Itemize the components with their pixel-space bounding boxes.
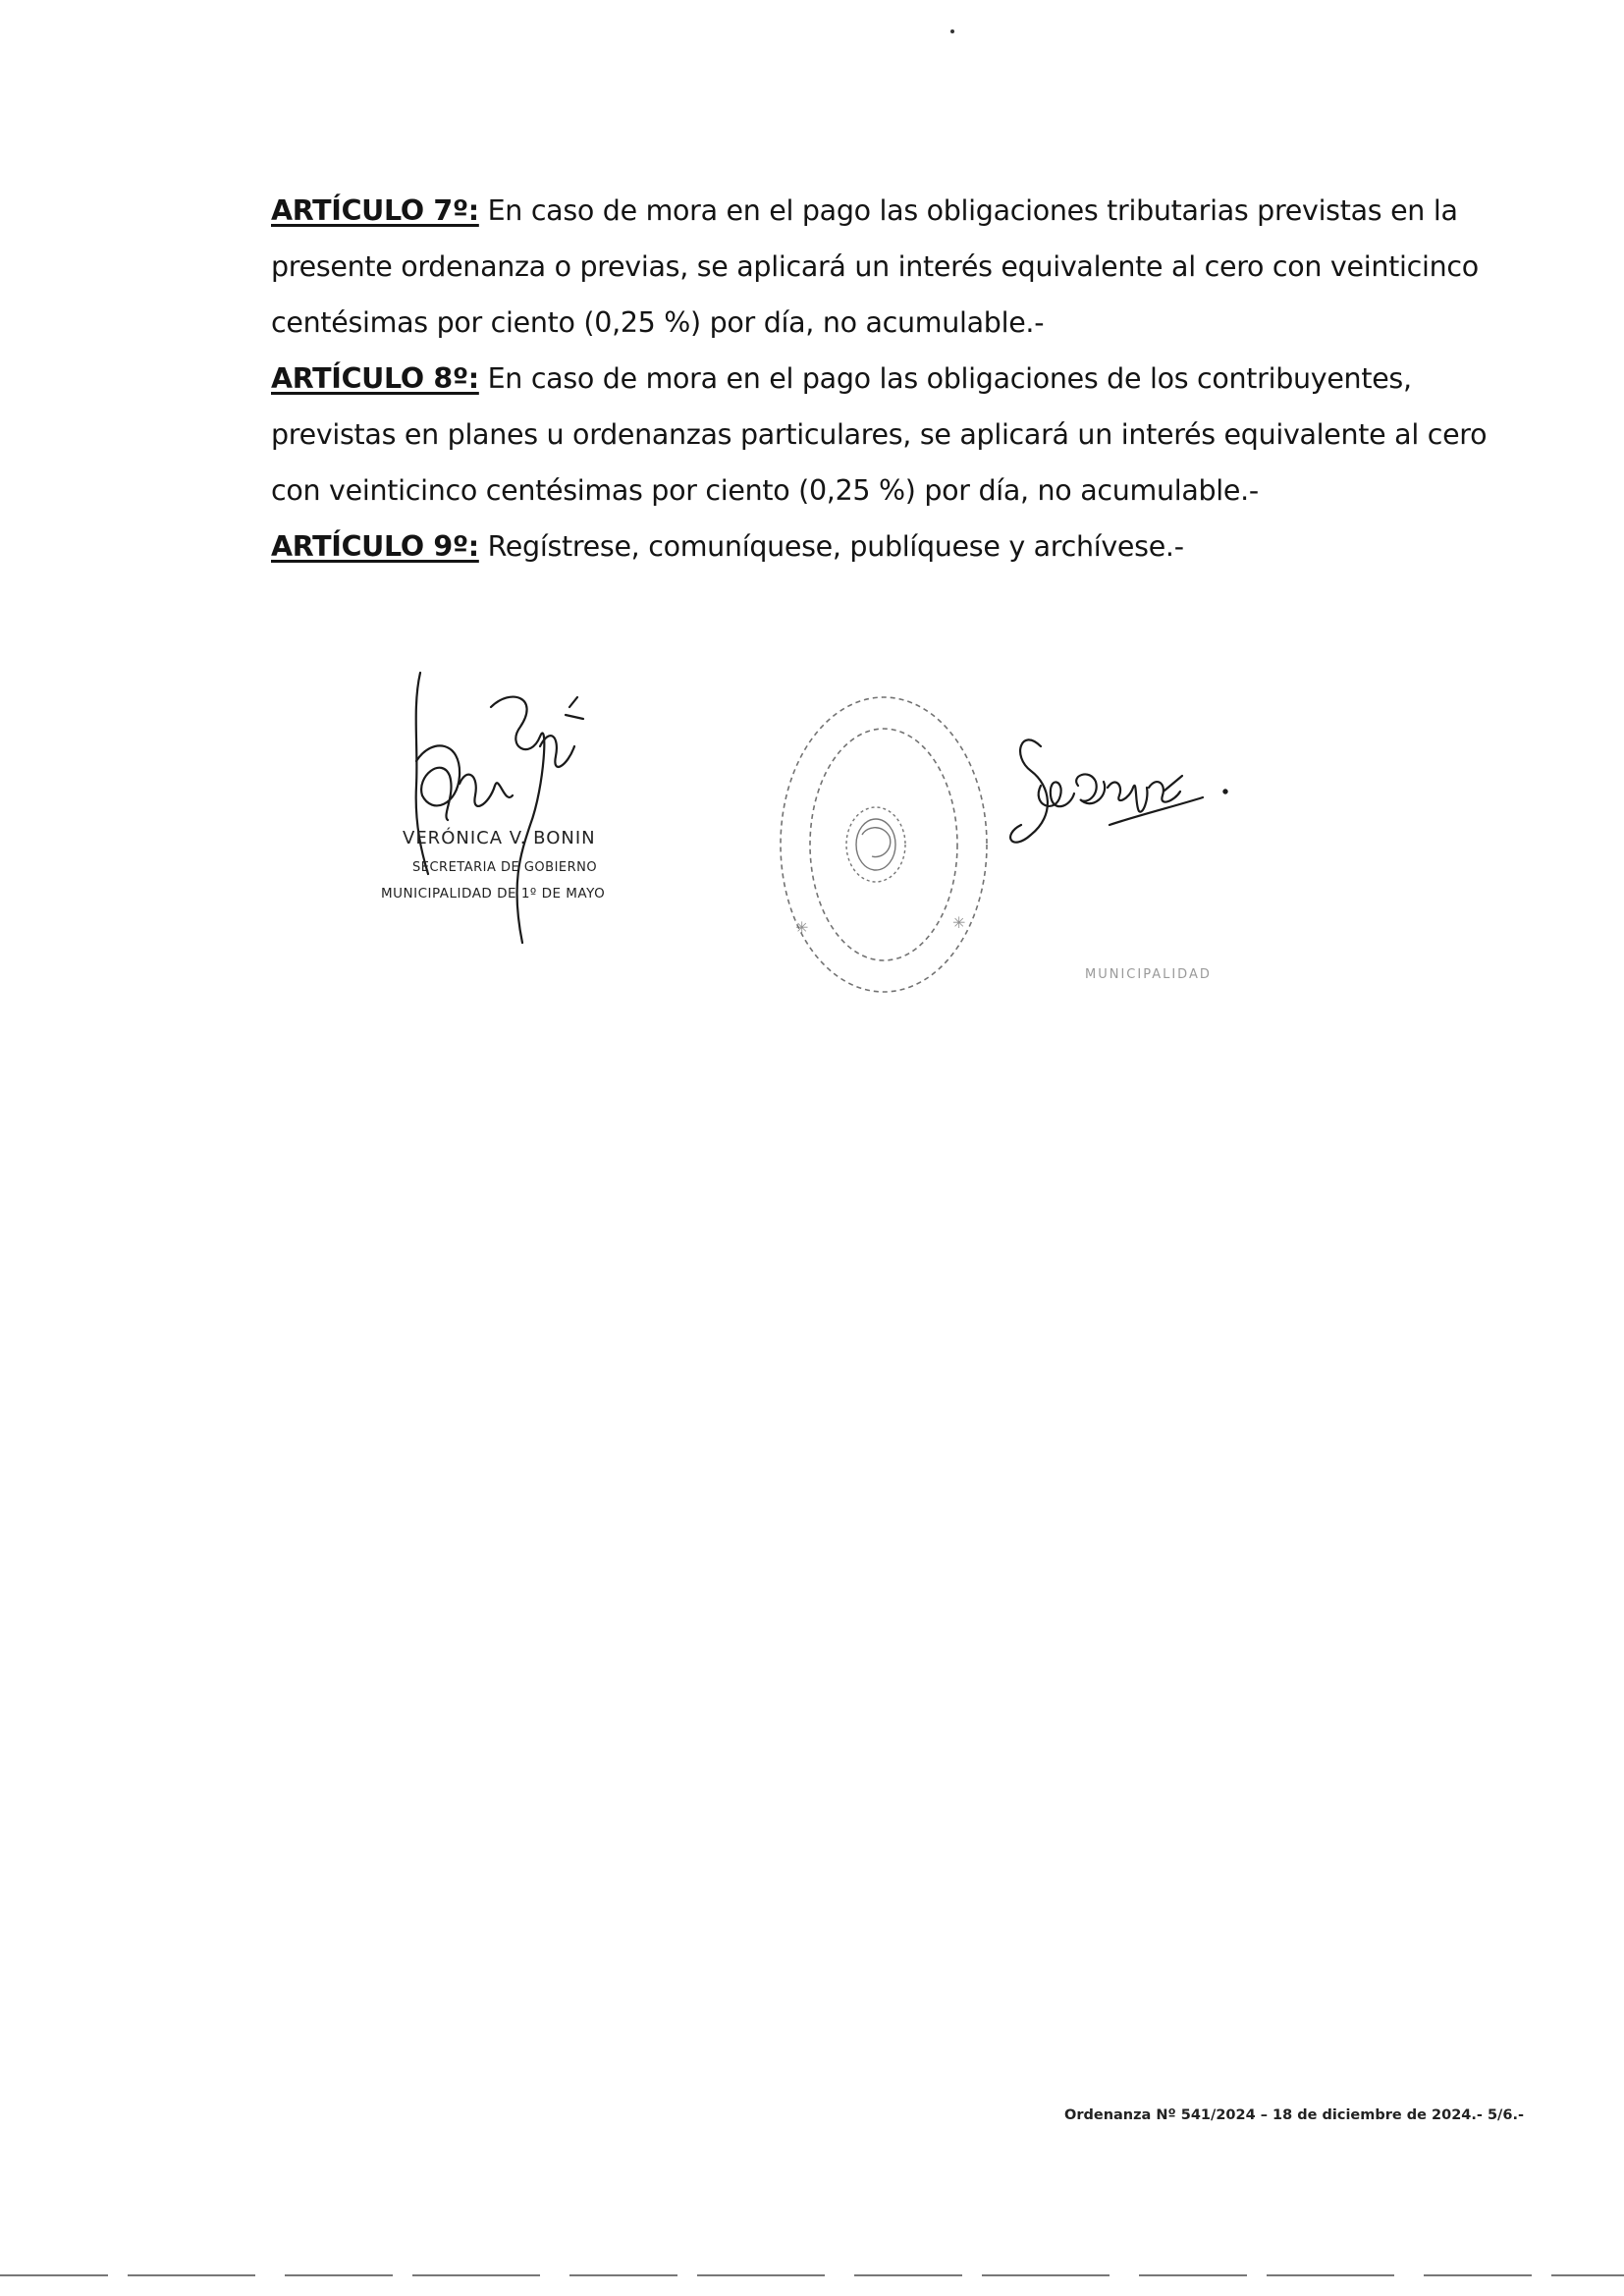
scan-dot [950,29,954,33]
article-9-heading: ARTÍCULO 9º: [271,530,479,563]
seal-stamp-icon [766,678,1001,1011]
page-footer: Ordenanza Nº 541/2024 – 18 de diciembre de 2024.- 5/6.- [1064,2107,1524,2123]
article-9-text: Regístrese, comuníquese, publíquese y archívese.- [478,530,1184,563]
article-7-heading: ARTÍCULO 7º: [271,194,479,227]
handwritten-signature-right [1001,717,1247,894]
svg-text:✳: ✳ [952,913,966,932]
signatory-name: VERÓNICA V. BONIN [403,828,596,848]
signatory-title: SECRETARIA DE GOBIERNO [412,860,598,875]
signature-block-left [373,668,687,962]
handwritten-signature-left [373,668,687,962]
svg-text:✳: ✳ [795,918,809,937]
signature-right-icon [1001,717,1247,894]
municipal-seal [766,678,1001,1011]
ordinance-body [271,183,1518,574]
article-7-text: En caso de mora en el pago las obligaciones tributarias previstas en la presente ordenanza o previas, se aplicará un interés equivalente al cero con veinticinco centésimas por ciento (0,25 %) por día, no acumulable.- [271,194,1479,339]
scan-bottom-edge [0,2274,1624,2276]
article-7 [271,183,1518,351]
signatory-municipality: MUNICIPALIDAD DE 1º DE MAYO [381,886,606,902]
article-8-heading: ARTÍCULO 8º: [271,362,479,395]
article-9 [271,519,1518,574]
faint-municipality-label: MUNICIPALIDAD [1085,967,1212,982]
article-8 [271,351,1518,519]
article-8-text: En caso de mora en el pago las obligaciones de los contribuyentes, previstas en planes u ordenanzas particulares, se aplicará un interés equivalente al cero con veinticinco centésimas por ciento (0,25 %) por día, no acumulable.- [271,362,1488,507]
